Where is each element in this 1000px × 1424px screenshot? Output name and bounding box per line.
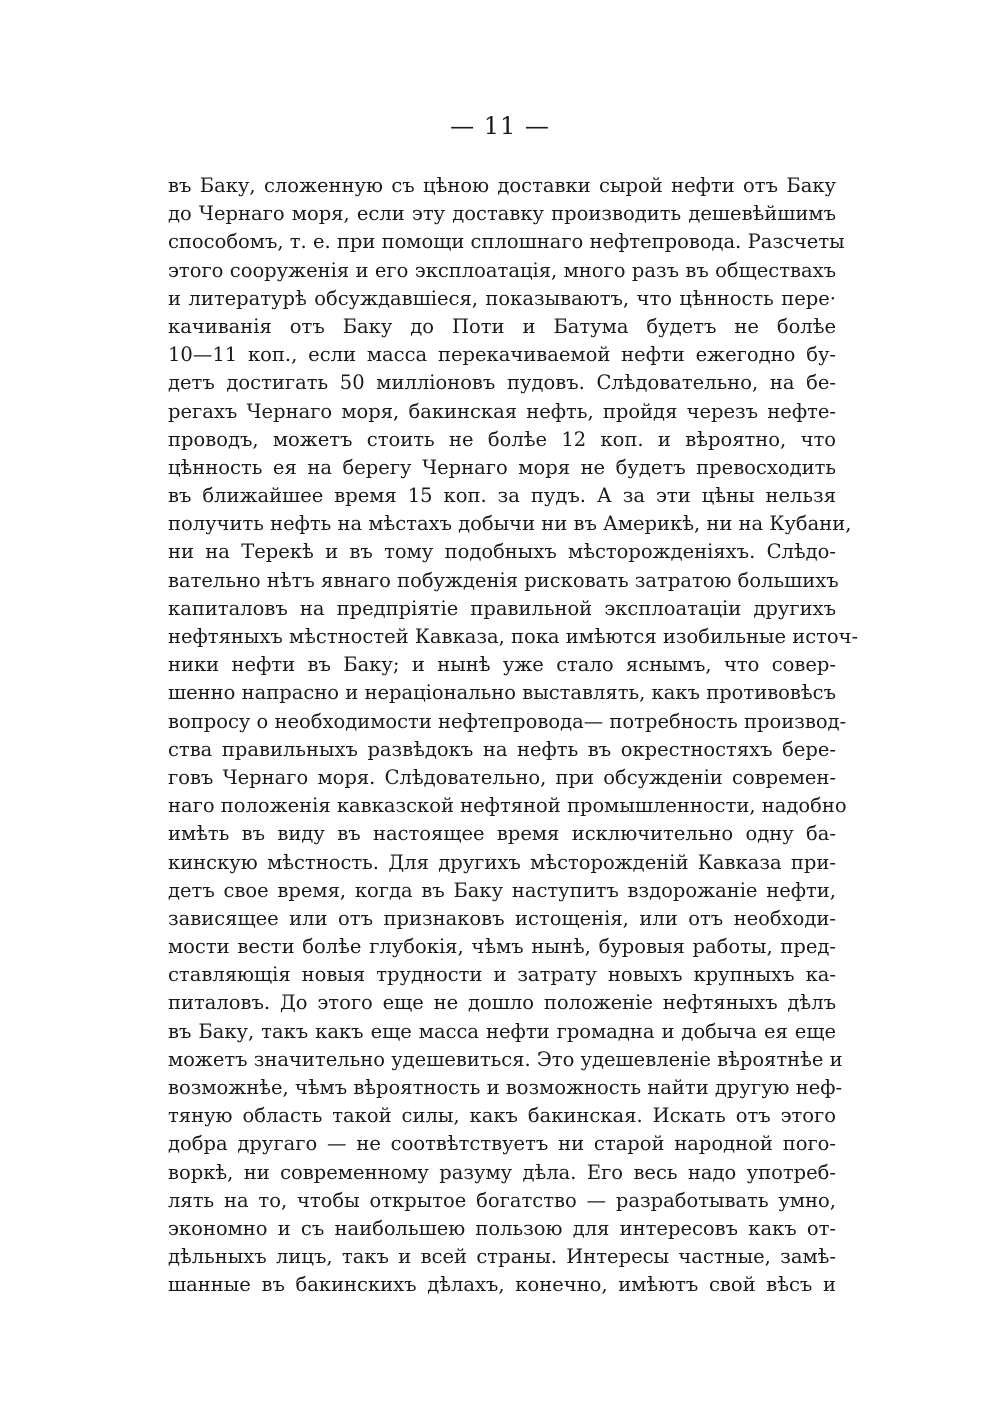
- page-number: — 11 —: [450, 112, 550, 140]
- text-line: нефтяныхъ мѣстностей Кавказа, пока имѣются изобильные источ-: [168, 625, 859, 648]
- text-line: ства правильныхъ развѣдокъ на нефть въ окрестностяхъ бере-: [168, 737, 836, 761]
- text-line: экономно и съ наибольшею пользою для интересовъ какъ от-: [168, 1216, 836, 1240]
- text-line: вательно нѣтъ явнаго побужденія рисковать затратою большихъ: [168, 568, 839, 592]
- text-line: добра другаго — не соотвѣтствуетъ ни старой народной пого-: [168, 1132, 836, 1156]
- text-line: въ Баку, сложенную съ цѣною доставки сырой нефти отъ Баку: [168, 174, 836, 197]
- text-line: дѣльныхъ лицъ, такъ и всей страны. Интересы частные, замѣ-: [168, 1245, 836, 1269]
- text-line: наго положенія кавказской нефтяной промышленности, надобно: [168, 794, 847, 818]
- text-line: лять на то, чтобы открытое богатство — разработывать умно,: [168, 1188, 836, 1212]
- text-line: и литературѣ обсуждавшіеся, показываютъ, что цѣнность пере·: [168, 286, 836, 310]
- text-line: тяную область такой силы, какъ бакинская. Искать отъ этого: [168, 1104, 836, 1128]
- text-line: этого сооруженія и его эксплоатація, много разъ въ обществахъ: [168, 258, 836, 282]
- text-line: цѣнность ея на берегу Чернаго моря не будетъ превосходить: [168, 455, 836, 479]
- text-line: имѣть въ виду въ настоящее время исключительно одну ба-: [168, 822, 836, 846]
- text-line: въ Баку, такъ какъ еще масса нефти громадна и добыча ея еще: [168, 1019, 836, 1043]
- text-line: возможнѣе, чѣмъ вѣроятность и возможность найти другую неф-: [168, 1076, 843, 1099]
- text-line: ставляющія новыя трудности и затрату новыхъ крупныхъ ка-: [168, 963, 836, 987]
- body-text: [168, 172, 859, 1300]
- text-line: шанные въ бакинскихъ дѣлахъ, конечно, имѣютъ свой вѣсъ и: [168, 1273, 836, 1297]
- text-line: въ ближайшее время 15 коп. за пудъ. А за эти цѣны нельзя: [168, 484, 836, 508]
- text-line: до Чернаго моря, если эту доставку производить дешевѣйшимъ: [168, 202, 836, 226]
- text-line: кинскую мѣстность. Для другихъ мѣсторожденій Кавказа при-: [168, 850, 836, 874]
- text-line: детъ свое время, когда въ Баку наступитъ вздорожаніе нефти,: [168, 878, 836, 902]
- text-line: шенно напрасно и нераціонально выставлять, какъ противовѣсъ: [168, 681, 836, 705]
- text-line: качиванія отъ Баку до Поти и Батума будетъ не болѣе: [168, 314, 836, 338]
- text-line: 10—11 коп., если масса перекачиваемой нефти ежегодно бу-: [168, 343, 836, 367]
- text-line: зависящее или отъ признаковъ истощенія, или отъ необходи-: [168, 906, 836, 930]
- text-line: можетъ значительно удешевиться. Это удешевленіе вѣроятнѣе и: [168, 1047, 843, 1071]
- text-line: ни на Терекѣ и въ тому подобныхъ мѣсторожденіяхъ. Слѣдо-: [168, 540, 836, 564]
- text-line: воркѣ, ни современному разуму дѣла. Его весь надо употреб-: [168, 1160, 836, 1184]
- text-line: получить нефть на мѣстахъ добычи ни въ Америкѣ, ни на Кубани,: [168, 512, 852, 536]
- text-line: говъ Чернаго моря. Слѣдовательно, при обсужденіи современ-: [168, 765, 836, 789]
- text-line: регахъ Чернаго моря, бакинская нефть, пройдя черезъ нефте-: [168, 399, 836, 423]
- text-line: вопросу о необходимости нефтепровода— потребность производ-: [168, 709, 847, 733]
- text-line: капиталовъ на предпріятіе правильной эксплоатаціи другихъ: [168, 596, 836, 620]
- text-line: детъ достигать 50 милліоновъ пудовъ. Слѣдовательно, на бе-: [168, 371, 836, 395]
- text-line: питаловъ. До этого еще не дошло положеніе нефтяныхъ дѣлъ: [168, 991, 836, 1015]
- text-line: мости вести болѣе глубокія, чѣмъ нынѣ, буровыя работы, пред-: [168, 935, 836, 959]
- text-line: проводъ, можетъ стоить не болѣе 12 коп. и вѣроятно, что: [168, 427, 836, 451]
- text-line: способомъ, т. е. при помощи сплошнаго нефтепровода. Разсчеты: [168, 230, 845, 254]
- text-line: ники нефти въ Баку; и нынѣ уже стало яснымъ, что совер-: [168, 653, 836, 677]
